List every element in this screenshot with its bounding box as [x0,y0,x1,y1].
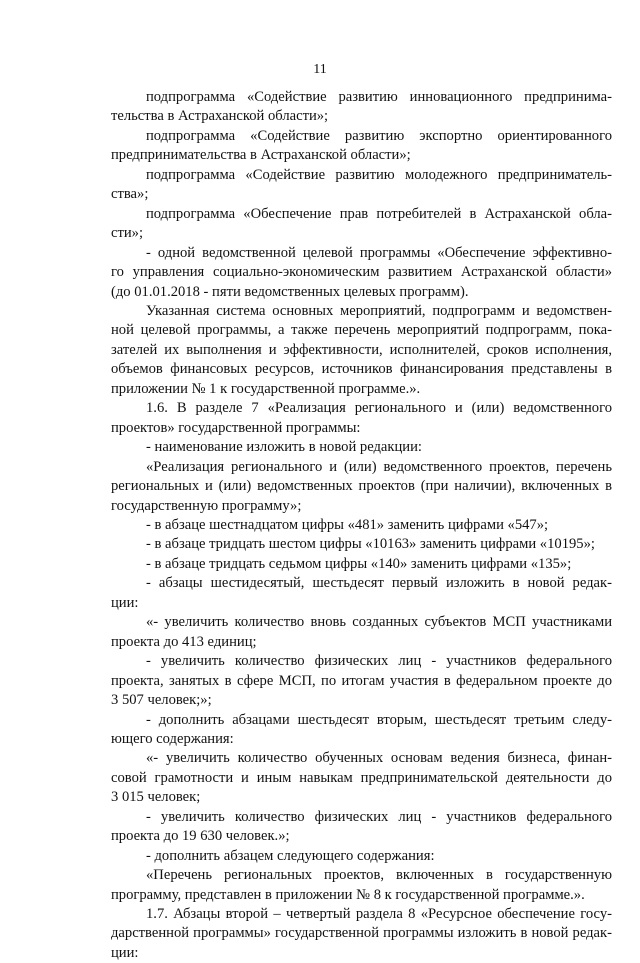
text-line: 1.6. В разделе 7 «Реализация регионального и (или) ведомственного [146,400,612,417]
text-line: подпрограмма «Содействие развитию молодежного предприниматель- [146,166,612,183]
text-line: совой грамотности и иным навыкам предпринимательской деятельности до [111,769,612,786]
text-line: - дополнить абзацами шестьдесят вторым, шестьдесят третьим следу- [146,711,612,728]
text-line: проекта до 19 630 человек.»; [111,828,290,845]
document-body [111,88,612,963]
paragraph [111,847,612,866]
text-line: - в абзаце тридцать седьмом цифры «140» заменить цифрами «135»; [146,555,572,572]
text-line: го управления социально-экономическим развитием Астраханской области» [111,264,612,281]
paragraph [111,711,612,750]
text-line: «- увеличить количество вновь созданных субъектов МСП участниками [146,614,612,631]
text-line: ной целевой программы, а также перечень мероприятий подпрограмм, пока- [111,322,612,339]
text-line: тельства в Астраханской области»; [111,108,329,125]
paragraph [111,613,612,652]
text-line: приложении № 1 к государственной программе.». [111,380,421,397]
paragraph [111,808,612,847]
text-line: государственную программу»; [111,497,302,514]
paragraph [111,438,612,457]
text-line: ции: [111,944,139,961]
text-line: - дополнить абзацем следующего содержания: [146,847,435,864]
paragraph [111,905,612,963]
text-line: 1.7. Абзацы второй – четвертый раздела 8 «Ресурсное обеспечение госу- [146,906,612,923]
text-line: «Реализация регионального и (или) ведомственного проектов, перечень [146,458,612,475]
text-line: ющего содержания: [111,730,234,747]
text-line: дарственной программы» государственной программы изложить в новой редак- [111,925,612,942]
paragraph [111,749,612,807]
text-line: подпрограмма «Обеспечение прав потребителей в Астраханской обла- [146,205,612,222]
paragraph [111,574,612,613]
paragraph [111,652,612,710]
text-line: - наименование изложить в новой редакции: [146,439,422,456]
text-line: объемов финансовых ресурсов, источников финансирования представлены в [111,361,612,378]
text-line: - одной ведомственной целевой программы «Обеспечение эффективно- [146,244,612,261]
paragraph [111,205,612,244]
text-line: подпрограмма «Содействие развитию инновационного предпринима- [146,89,612,105]
paragraph [111,127,612,166]
text-line: ции: [111,594,139,611]
paragraph [111,866,612,905]
paragraph [111,244,612,302]
paragraph [111,555,612,574]
paragraph [111,399,612,438]
text-line: - абзацы шестидесятый, шестьдесят первый изложить в новой редак- [146,575,612,592]
paragraph [111,88,612,127]
text-line: - в абзаце тридцать шестом цифры «10163» заменить цифрами «10195»; [146,536,595,553]
text-line: предпринимательства в Астраханской области»; [111,147,411,164]
paragraph [111,166,612,205]
text-line: - увеличить количество физических лиц - участников федерального [146,808,612,825]
text-line: ства»; [111,186,149,203]
paragraph [111,535,612,554]
text-line: проекта, занятых в сфере МСП, по итогам участия в федеральном проекте до [111,672,612,689]
paragraph [111,458,612,516]
text-line: «Перечень региональных проектов, включенных в государственную [146,867,612,884]
text-line: 3 015 человек; [111,789,201,806]
text-line: Указанная система основных мероприятий, подпрограмм и ведомствен- [146,302,612,319]
text-line: проектов» государственной программы: [111,419,361,436]
page-number: 11 [313,62,327,77]
text-line: - в абзаце шестнадцатом цифры «481» заменить цифрами «547»; [146,516,549,533]
text-line: проекта до 413 единиц; [111,633,257,650]
text-line: - увеличить количество физических лиц - участников федерального [146,653,612,670]
text-line: «- увеличить количество обученных основам ведения бизнеса, финан- [146,750,612,767]
text-line: сти»; [111,225,144,242]
text-line: региональных и (или) ведомственных проектов (при наличии), включенных в [111,478,612,495]
text-line: (до 01.01.2018 - пяти ведомственных целевых программ). [111,283,469,300]
paragraph [111,516,612,535]
text-line: зателей их выполнения и эффективности, исполнителей, сроков исполнения, [111,341,612,358]
text-line: 3 507 человек;»; [111,692,212,709]
paragraph [111,302,612,399]
text-line: подпрограмма «Содействие развитию экспортно ориентированного [146,127,612,144]
text-line: программу, представлен в приложении № 8 к государственной программе.». [111,886,585,903]
